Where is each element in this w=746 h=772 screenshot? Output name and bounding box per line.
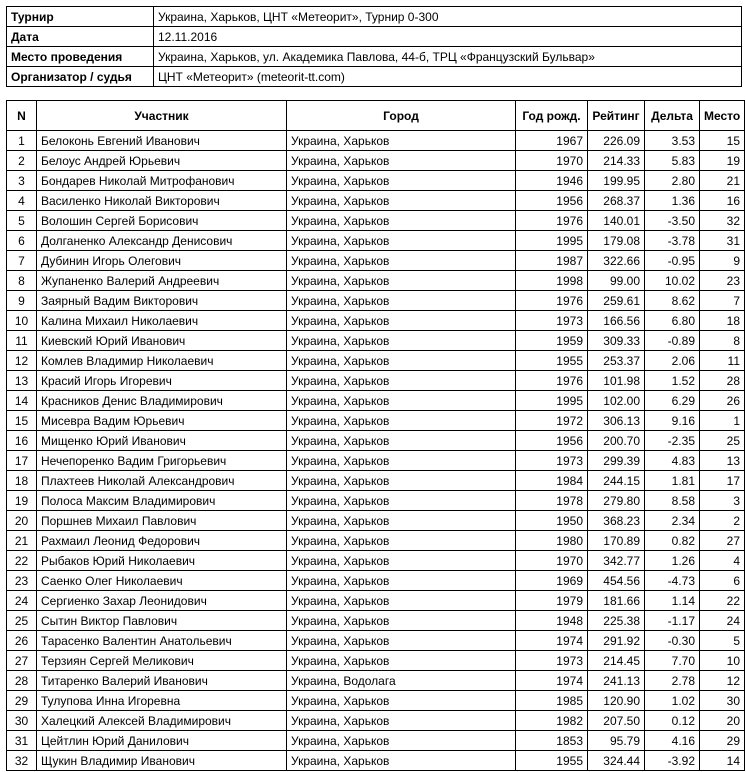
cell-number: 11 (7, 331, 37, 351)
cell-rating: 179.08 (588, 231, 645, 251)
cell-rating: 306.13 (588, 411, 645, 431)
table-row (7, 531, 745, 551)
cell-city: Украина, Водолага (287, 671, 516, 691)
cell-birth-year: 1998 (516, 271, 588, 291)
cell-city: Украина, Харьков (287, 651, 516, 671)
cell-delta: 1.36 (645, 191, 700, 211)
header-participant[interactable]: Участник (37, 101, 287, 131)
cell-city: Украина, Харьков (287, 131, 516, 151)
cell-city: Украина, Харьков (287, 631, 516, 651)
cell-delta: 1.14 (645, 591, 700, 611)
info-label: Организатор / судья (7, 67, 154, 87)
table-row (7, 211, 745, 231)
cell-number: 4 (7, 191, 37, 211)
cell-delta: -0.95 (645, 251, 700, 271)
cell-birth-year: 1976 (516, 211, 588, 231)
cell-city: Украина, Харьков (287, 191, 516, 211)
cell-rating: 324.44 (588, 751, 645, 771)
cell-number: 30 (7, 711, 37, 731)
cell-delta: 6.29 (645, 391, 700, 411)
cell-birth-year: 1976 (516, 371, 588, 391)
cell-number: 21 (7, 531, 37, 551)
cell-city: Украина, Харьков (287, 711, 516, 731)
table-row (7, 191, 745, 211)
participants-table (6, 100, 745, 771)
cell-rating: 241.13 (588, 671, 645, 691)
cell-rating: 253.37 (588, 351, 645, 371)
table-row (7, 491, 745, 511)
cell-rating: 102.00 (588, 391, 645, 411)
cell-delta: 7.70 (645, 651, 700, 671)
table-row (7, 711, 745, 731)
cell-city: Украина, Харьков (287, 351, 516, 371)
cell-delta: 1.26 (645, 551, 700, 571)
cell-birth-year: 1955 (516, 351, 588, 371)
cell-number: 25 (7, 611, 37, 631)
cell-participant: Мищенко Юрий Иванович (37, 431, 287, 451)
table-row (7, 631, 745, 651)
cell-rating: 214.33 (588, 151, 645, 171)
cell-number: 19 (7, 491, 37, 511)
cell-rating: 342.77 (588, 551, 645, 571)
cell-place: 32 (700, 211, 745, 231)
cell-place: 31 (700, 231, 745, 251)
table-row (7, 371, 745, 391)
table-row (7, 291, 745, 311)
cell-delta: 2.78 (645, 671, 700, 691)
cell-number: 1 (7, 131, 37, 151)
cell-delta: 1.52 (645, 371, 700, 391)
participants-body (7, 131, 745, 771)
table-row (7, 271, 745, 291)
cell-birth-year: 1976 (516, 291, 588, 311)
cell-delta: -2.35 (645, 431, 700, 451)
header-birth-year[interactable]: Год рожд. (516, 101, 588, 131)
cell-place: 20 (700, 711, 745, 731)
cell-participant: Комлев Владимир Николаевич (37, 351, 287, 371)
table-row (7, 311, 745, 331)
cell-birth-year: 1985 (516, 691, 588, 711)
cell-city: Украина, Харьков (287, 731, 516, 751)
cell-place: 2 (700, 511, 745, 531)
cell-city: Украина, Харьков (287, 371, 516, 391)
cell-place: 11 (700, 351, 745, 371)
cell-participant: Красий Игорь Игоревич (37, 371, 287, 391)
cell-birth-year: 1956 (516, 191, 588, 211)
cell-delta: 6.80 (645, 311, 700, 331)
cell-rating: 299.39 (588, 451, 645, 471)
table-row (7, 691, 745, 711)
cell-birth-year: 1978 (516, 491, 588, 511)
cell-birth-year: 1970 (516, 151, 588, 171)
table-row (7, 231, 745, 251)
cell-delta: -3.50 (645, 211, 700, 231)
cell-number: 29 (7, 691, 37, 711)
cell-participant: Тулупова Инна Игоревна (37, 691, 287, 711)
cell-place: 18 (700, 311, 745, 331)
cell-delta: 1.02 (645, 691, 700, 711)
cell-participant: Нечепоренко Вадим Григорьевич (37, 451, 287, 471)
cell-place: 9 (700, 251, 745, 271)
cell-participant: Дубинин Игорь Олегович (37, 251, 287, 271)
cell-place: 26 (700, 391, 745, 411)
header-rating[interactable]: Рейтинг (588, 101, 645, 131)
header-delta[interactable]: Дельта (645, 101, 700, 131)
table-row (7, 131, 745, 151)
cell-number: 32 (7, 751, 37, 771)
cell-city: Украина, Харьков (287, 491, 516, 511)
cell-city: Украина, Харьков (287, 411, 516, 431)
cell-rating: 322.66 (588, 251, 645, 271)
cell-delta: 2.80 (645, 171, 700, 191)
cell-birth-year: 1974 (516, 671, 588, 691)
cell-participant: Красников Денис Владимирович (37, 391, 287, 411)
cell-place: 12 (700, 671, 745, 691)
cell-number: 24 (7, 591, 37, 611)
cell-rating: 120.90 (588, 691, 645, 711)
info-value: 12.11.2016 (154, 27, 742, 47)
cell-city: Украина, Харьков (287, 291, 516, 311)
cell-place: 5 (700, 631, 745, 651)
cell-place: 4 (700, 551, 745, 571)
cell-birth-year: 1980 (516, 531, 588, 551)
cell-participant: Цейтлин Юрий Данилович (37, 731, 287, 751)
cell-place: 13 (700, 451, 745, 471)
cell-city: Украина, Харьков (287, 591, 516, 611)
cell-birth-year: 1967 (516, 131, 588, 151)
info-value: Украина, Харьков, ЦНТ «Метеорит», Турнир 0-300 (154, 7, 742, 27)
table-row (7, 731, 745, 751)
cell-participant: Василенко Николай Викторович (37, 191, 287, 211)
cell-participant: Халецкий Алексей Владимирович (37, 711, 287, 731)
cell-participant: Титаренко Валерий Иванович (37, 671, 287, 691)
table-header-row (7, 101, 745, 131)
cell-birth-year: 1956 (516, 431, 588, 451)
cell-participant: Терзиян Сергей Меликович (37, 651, 287, 671)
cell-place: 16 (700, 191, 745, 211)
cell-place: 22 (700, 591, 745, 611)
cell-city: Украина, Харьков (287, 391, 516, 411)
cell-number: 13 (7, 371, 37, 391)
cell-participant: Бондарев Николай Митрофанович (37, 171, 287, 191)
cell-place: 14 (700, 751, 745, 771)
cell-birth-year: 1982 (516, 711, 588, 731)
table-row (7, 471, 745, 491)
cell-place: 19 (700, 151, 745, 171)
cell-birth-year: 1969 (516, 571, 588, 591)
table-row (7, 551, 745, 571)
cell-place: 21 (700, 171, 745, 191)
cell-rating: 268.37 (588, 191, 645, 211)
cell-birth-year: 1973 (516, 451, 588, 471)
cell-number: 8 (7, 271, 37, 291)
info-value: ЦНТ «Метеорит» (meteorit-tt.com) (154, 67, 742, 87)
cell-rating: 95.79 (588, 731, 645, 751)
cell-number: 5 (7, 211, 37, 231)
cell-birth-year: 1973 (516, 311, 588, 331)
cell-birth-year: 1995 (516, 231, 588, 251)
cell-delta: 0.12 (645, 711, 700, 731)
cell-city: Украина, Харьков (287, 211, 516, 231)
cell-place: 30 (700, 691, 745, 711)
cell-birth-year: 1995 (516, 391, 588, 411)
table-row (7, 151, 745, 171)
cell-rating: 368.23 (588, 511, 645, 531)
cell-place: 1 (700, 411, 745, 431)
cell-rating: 199.95 (588, 171, 645, 191)
tournament-info-body (7, 7, 742, 87)
cell-birth-year: 1970 (516, 551, 588, 571)
cell-place: 6 (700, 571, 745, 591)
cell-participant: Саенко Олег Николаевич (37, 571, 287, 591)
cell-rating: 309.33 (588, 331, 645, 351)
cell-rating: 454.56 (588, 571, 645, 591)
info-value: Украина, Харьков, ул. Академика Павлова, 44-б, ТРЦ «Французский Бульвар» (154, 47, 742, 67)
info-row (7, 47, 742, 67)
table-row (7, 251, 745, 271)
cell-place: 25 (700, 431, 745, 451)
cell-place: 28 (700, 371, 745, 391)
cell-place: 23 (700, 271, 745, 291)
cell-birth-year: 1972 (516, 411, 588, 431)
cell-city: Украина, Харьков (287, 231, 516, 251)
cell-rating: 200.70 (588, 431, 645, 451)
cell-participant: Рыбаков Юрий Николаевич (37, 551, 287, 571)
cell-rating: 140.01 (588, 211, 645, 231)
cell-number: 27 (7, 651, 37, 671)
cell-number: 14 (7, 391, 37, 411)
cell-delta: 8.62 (645, 291, 700, 311)
cell-delta: -3.78 (645, 231, 700, 251)
table-row (7, 611, 745, 631)
cell-delta: 4.83 (645, 451, 700, 471)
cell-delta: 9.16 (645, 411, 700, 431)
cell-number: 10 (7, 311, 37, 331)
cell-city: Украина, Харьков (287, 571, 516, 591)
cell-city: Украина, Харьков (287, 451, 516, 471)
cell-rating: 207.50 (588, 711, 645, 731)
tournament-info-table (6, 6, 742, 87)
cell-delta: 4.16 (645, 731, 700, 751)
info-label: Турнир (7, 7, 154, 27)
cell-place: 15 (700, 131, 745, 151)
cell-city: Украина, Харьков (287, 251, 516, 271)
info-row (7, 67, 742, 87)
cell-rating: 214.45 (588, 651, 645, 671)
cell-delta: -0.89 (645, 331, 700, 351)
cell-city: Украина, Харьков (287, 691, 516, 711)
cell-birth-year: 1974 (516, 631, 588, 651)
cell-city: Украина, Харьков (287, 611, 516, 631)
cell-delta: 8.58 (645, 491, 700, 511)
cell-delta: 2.34 (645, 511, 700, 531)
cell-city: Украина, Харьков (287, 751, 516, 771)
cell-delta: 10.02 (645, 271, 700, 291)
cell-place: 27 (700, 531, 745, 551)
cell-birth-year: 1959 (516, 331, 588, 351)
cell-birth-year: 1984 (516, 471, 588, 491)
table-row (7, 591, 745, 611)
table-row (7, 171, 745, 191)
cell-participant: Киевский Юрий Иванович (37, 331, 287, 351)
cell-rating: 181.66 (588, 591, 645, 611)
header-n[interactable]: N (7, 101, 37, 131)
cell-participant: Калина Михаил Николаевич (37, 311, 287, 331)
cell-birth-year: 1948 (516, 611, 588, 631)
cell-city: Украина, Харьков (287, 331, 516, 351)
table-row (7, 451, 745, 471)
cell-number: 3 (7, 171, 37, 191)
cell-participant: Полоса Максим Владимирович (37, 491, 287, 511)
table-row (7, 571, 745, 591)
cell-delta: 1.81 (645, 471, 700, 491)
cell-delta: 3.53 (645, 131, 700, 151)
info-label: Место проведения (7, 47, 154, 67)
cell-place: 17 (700, 471, 745, 491)
cell-rating: 291.92 (588, 631, 645, 651)
cell-number: 6 (7, 231, 37, 251)
cell-rating: 279.80 (588, 491, 645, 511)
cell-delta: -4.73 (645, 571, 700, 591)
cell-place: 24 (700, 611, 745, 631)
cell-number: 23 (7, 571, 37, 591)
cell-city: Украина, Харьков (287, 271, 516, 291)
info-row (7, 7, 742, 27)
cell-participant: Белоконь Евгений Иванович (37, 131, 287, 151)
cell-participant: Долганенко Александр Денисович (37, 231, 287, 251)
cell-number: 20 (7, 511, 37, 531)
cell-number: 18 (7, 471, 37, 491)
cell-number: 26 (7, 631, 37, 651)
cell-delta: 0.82 (645, 531, 700, 551)
cell-participant: Волошин Сергей Борисович (37, 211, 287, 231)
cell-place: 8 (700, 331, 745, 351)
cell-city: Украина, Харьков (287, 311, 516, 331)
cell-rating: 259.61 (588, 291, 645, 311)
cell-number: 16 (7, 431, 37, 451)
cell-birth-year: 1979 (516, 591, 588, 611)
cell-city: Украина, Харьков (287, 431, 516, 451)
cell-participant: Жупаненко Валерий Андреевич (37, 271, 287, 291)
cell-number: 22 (7, 551, 37, 571)
cell-birth-year: 1973 (516, 651, 588, 671)
cell-participant: Плахтеев Николай Александрович (37, 471, 287, 491)
cell-number: 2 (7, 151, 37, 171)
cell-rating: 99.00 (588, 271, 645, 291)
table-row (7, 751, 745, 771)
cell-city: Украина, Харьков (287, 151, 516, 171)
cell-city: Украина, Харьков (287, 531, 516, 551)
cell-participant: Мисевра Вадим Юрьевич (37, 411, 287, 431)
cell-city: Украина, Харьков (287, 551, 516, 571)
cell-number: 7 (7, 251, 37, 271)
cell-city: Украина, Харьков (287, 171, 516, 191)
table-row (7, 431, 745, 451)
cell-city: Украина, Харьков (287, 471, 516, 491)
cell-number: 15 (7, 411, 37, 431)
cell-birth-year: 1950 (516, 511, 588, 531)
cell-place: 29 (700, 731, 745, 751)
header-city[interactable]: Город (287, 101, 516, 131)
info-row (7, 27, 742, 47)
cell-place: 10 (700, 651, 745, 671)
table-row (7, 351, 745, 371)
cell-delta: -1.17 (645, 611, 700, 631)
table-row (7, 331, 745, 351)
cell-delta: -0.30 (645, 631, 700, 651)
table-row (7, 411, 745, 431)
cell-delta: -3.92 (645, 751, 700, 771)
cell-participant: Сытин Виктор Павлович (37, 611, 287, 631)
table-row (7, 391, 745, 411)
cell-participant: Щукин Владимир Иванович (37, 751, 287, 771)
cell-participant: Сергиенко Захар Леонидович (37, 591, 287, 611)
cell-rating: 226.09 (588, 131, 645, 151)
cell-rating: 166.56 (588, 311, 645, 331)
cell-rating: 170.89 (588, 531, 645, 551)
cell-birth-year: 1955 (516, 751, 588, 771)
cell-birth-year: 1946 (516, 171, 588, 191)
cell-birth-year: 1853 (516, 731, 588, 751)
cell-number: 17 (7, 451, 37, 471)
cell-city: Украина, Харьков (287, 511, 516, 531)
cell-number: 12 (7, 351, 37, 371)
cell-participant: Поршнев Михаил Павлович (37, 511, 287, 531)
cell-birth-year: 1987 (516, 251, 588, 271)
cell-delta: 2.06 (645, 351, 700, 371)
cell-place: 7 (700, 291, 745, 311)
cell-delta: 5.83 (645, 151, 700, 171)
table-row (7, 671, 745, 691)
cell-participant: Белоус Андрей Юрьевич (37, 151, 287, 171)
info-label: Дата (7, 27, 154, 47)
cell-number: 28 (7, 671, 37, 691)
header-place[interactable]: Место (700, 101, 745, 131)
cell-place: 3 (700, 491, 745, 511)
cell-rating: 101.98 (588, 371, 645, 391)
table-row (7, 511, 745, 531)
cell-rating: 244.15 (588, 471, 645, 491)
cell-participant: Рахмаил Леонид Федорович (37, 531, 287, 551)
cell-number: 31 (7, 731, 37, 751)
cell-rating: 225.38 (588, 611, 645, 631)
table-row (7, 651, 745, 671)
cell-number: 9 (7, 291, 37, 311)
cell-participant: Тарасенко Валентин Анатольевич (37, 631, 287, 651)
cell-participant: Заярный Вадим Викторович (37, 291, 287, 311)
